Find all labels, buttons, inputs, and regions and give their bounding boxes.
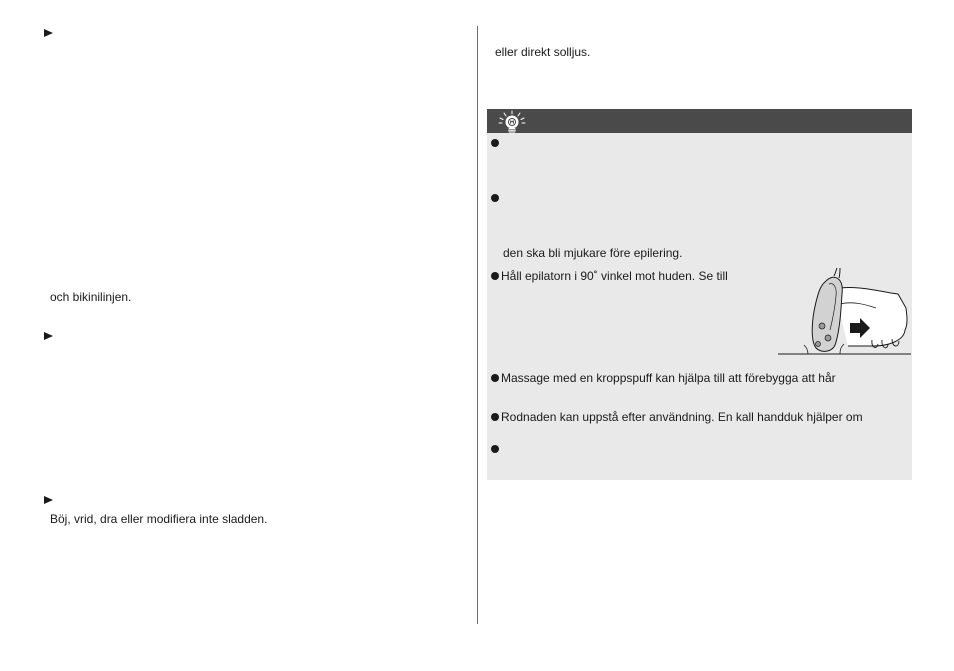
section-triangle-icon-2 [44,332,53,340]
round-bullet-icon-5 [491,413,499,421]
redness-text: Rodnaden kan uppstå efter användning. En kall handduk hjälper om [501,410,863,424]
soften-text: den ska bli mjukare före epilering. [503,246,683,260]
bikini-text: och bikinilinjen. [50,290,132,304]
epilator-illustration [778,268,911,360]
round-bullet-icon-6 [491,445,499,453]
cord-warning-text: Böj, vrid, dra eller modifiera inte sladden. [50,512,268,526]
tips-header [487,109,912,133]
massage-tip [491,371,836,385]
section-triangle-icon-1 [44,29,53,37]
angle-text: Håll epilatorn i 90˚ vinkel mot huden. Se till [501,269,728,283]
round-bullet-icon-4 [491,374,499,382]
round-bullet-icon-3 [491,272,499,280]
massage-text: Massage med en kroppspuff kan hjälpa till att förebygga att hår [501,371,836,385]
round-bullet-icon-1 [491,139,499,147]
section-triangle-icon-3 [44,496,53,504]
round-bullet-icon-2 [491,194,499,202]
column-divider [477,26,478,624]
lightbulb-icon [495,110,529,134]
sunlight-text: eller direkt solljus. [495,45,591,59]
angle-tip [491,269,728,283]
redness-tip [491,410,863,424]
